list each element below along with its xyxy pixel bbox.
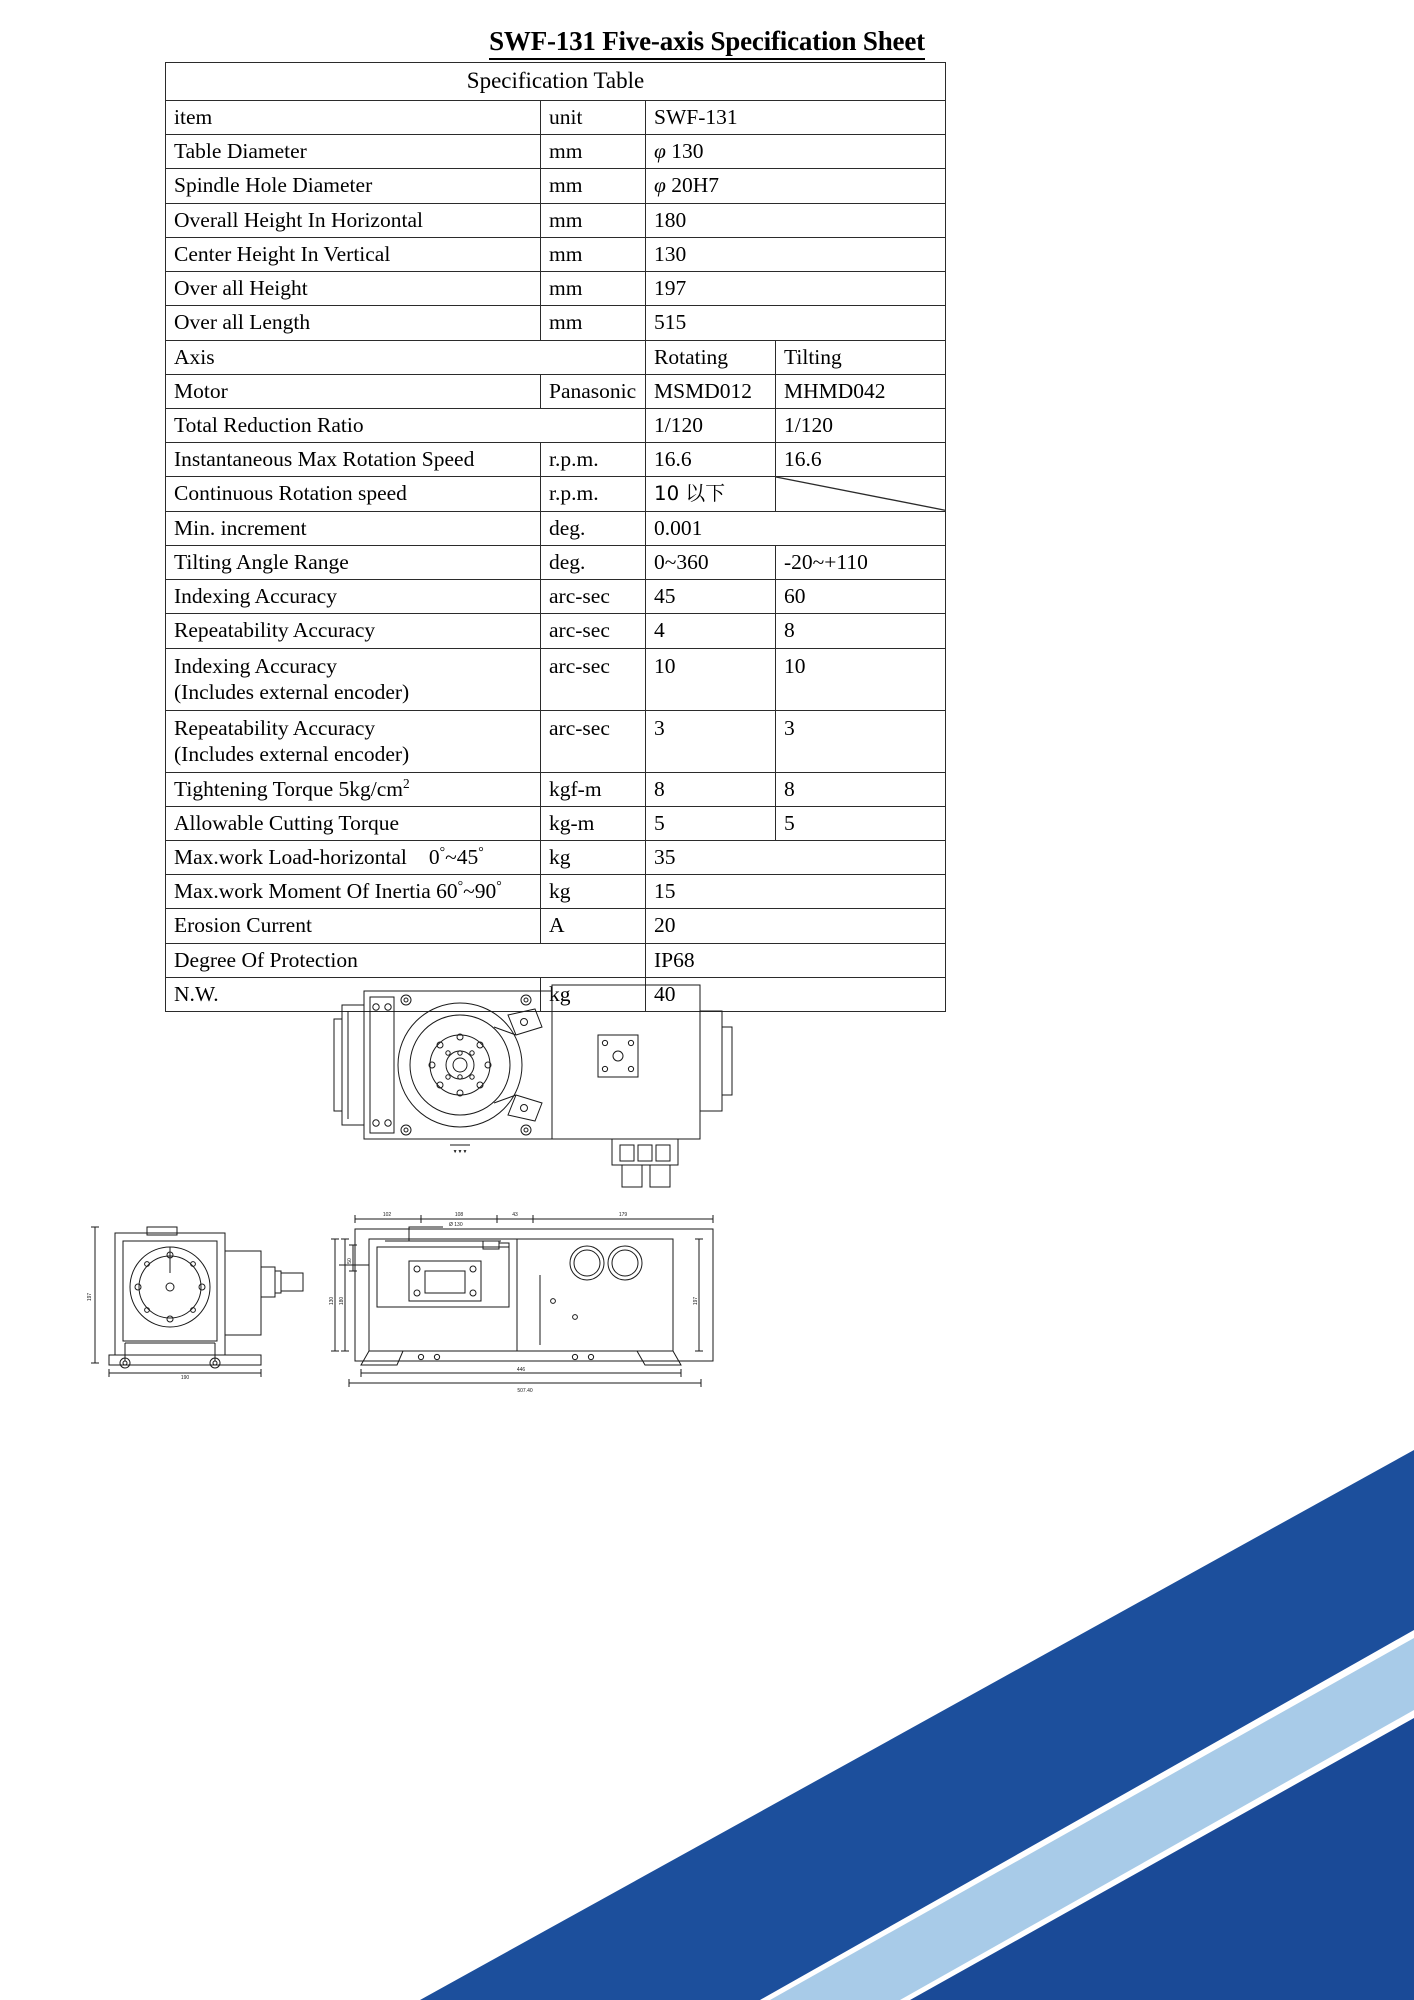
table-row — [166, 943, 946, 977]
row-label-spindle-hole-diameter: Spindle Hole Diameter — [166, 169, 541, 203]
row-label-line2: (Includes external encoder) — [174, 679, 410, 704]
table-row — [166, 772, 946, 806]
row-value-allowable-cutting-torque-rotating: 5 — [646, 806, 776, 840]
row-value-motor-brand: Panasonic — [541, 374, 646, 408]
row-label-line2: (Includes external encoder) — [174, 741, 410, 766]
degree-symbol: ° — [439, 843, 446, 859]
row-unit-over-all-length: mm — [541, 306, 646, 340]
row-unit-indexing-accuracy: arc-sec — [541, 580, 646, 614]
row-value-text: 130 — [671, 139, 704, 164]
table-row-axis-header — [166, 340, 946, 374]
row-value-total-reduction-ratio-rotating: 1/120 — [646, 409, 776, 443]
column-header-model: SWF-131 — [646, 101, 946, 135]
table-row-header-main — [166, 63, 946, 101]
row-value-max-work-load-horizontal: 35 — [646, 840, 946, 874]
row-value-over-all-length: 515 — [646, 306, 946, 340]
row-unit-tightening-torque: kgf-m — [541, 772, 646, 806]
row-label-nw: N.W. — [166, 977, 541, 1011]
side-view-height-dim: 197 — [87, 1292, 93, 1302]
row-value-tilting-angle-range-tilting: -20~+110 — [776, 545, 946, 579]
table-row — [166, 545, 946, 579]
table-row — [166, 511, 946, 545]
diagonal-strike-icon — [776, 477, 945, 510]
row-label-erosion-current: Erosion Current — [166, 909, 541, 943]
row-unit-nw: kg — [541, 977, 646, 1011]
front-view-dim-bottom-1: 446 — [516, 1367, 526, 1373]
degree-symbol: ° — [496, 878, 502, 894]
row-label-line1: Indexing Accuracy — [174, 653, 337, 678]
row-label-tilting-angle-range: Tilting Angle Range — [166, 545, 541, 579]
front-view-dim-top-1: 102 — [382, 1212, 392, 1218]
column-header-rotating: Rotating — [646, 340, 776, 374]
row-value-total-reduction-ratio-tilting: 1/120 — [776, 409, 946, 443]
table-row — [166, 840, 946, 874]
table-row — [166, 648, 946, 710]
row-unit-max-work-load-horizontal: kg — [541, 840, 646, 874]
degree-symbol: ° — [457, 878, 464, 894]
row-value-over-all-height: 197 — [646, 272, 946, 306]
row-label-total-reduction-ratio: Total Reduction Ratio — [166, 409, 646, 443]
row-label-allowable-cutting-torque: Allowable Cutting Torque — [166, 806, 541, 840]
superscript-exponent: 2 — [403, 775, 410, 791]
column-header-item: item — [166, 101, 541, 135]
table-row — [166, 614, 946, 648]
row-value-repeatability-accuracy-tilting: 8 — [776, 614, 946, 648]
row-unit-repeatability-accuracy: arc-sec — [541, 614, 646, 648]
row-value-indexing-accuracy-rotating: 45 — [646, 580, 776, 614]
row-label-text: Max.work Load-horizontal — [174, 844, 407, 869]
row-value-tilting-angle-range-rotating: 0~360 — [646, 545, 776, 579]
row-value-erosion-current: 20 — [646, 909, 946, 943]
row-value-indexing-accuracy-tilting: 60 — [776, 580, 946, 614]
specification-table — [165, 62, 946, 1012]
row-label-continuous-rotation-speed: Continuous Rotation speed — [166, 477, 541, 511]
row-value-repeatability-accuracy-encoder-tilting: 3 — [776, 710, 946, 772]
front-view-dim-bottom-2: 507.40 — [517, 1388, 533, 1394]
table-row — [166, 409, 946, 443]
table-row — [166, 135, 946, 169]
row-value-nw: 40 — [646, 977, 946, 1011]
side-view-width-dim: 190 — [180, 1375, 190, 1381]
row-value-center-height-vertical: 130 — [646, 237, 946, 271]
row-label-indexing-accuracy: Indexing Accuracy — [166, 580, 541, 614]
row-label-table-diameter: Table Diameter — [166, 135, 541, 169]
angle-to: 45 — [456, 844, 479, 869]
row-value-min-increment: 0.001 — [646, 511, 946, 545]
row-unit-center-height-vertical: mm — [541, 237, 646, 271]
row-unit-erosion-current: A — [541, 909, 646, 943]
table-row — [166, 875, 946, 909]
row-value-instantaneous-max-rotation-speed-rotating: 16.6 — [646, 443, 776, 477]
row-label-repeatability-accuracy: Repeatability Accuracy — [166, 614, 541, 648]
row-unit-overall-height-horizontal: mm — [541, 203, 646, 237]
row-unit-continuous-rotation-speed: r.p.m. — [541, 477, 646, 511]
degree-symbol: ° — [478, 843, 484, 859]
front-view-dim-top-3: 43 — [512, 1212, 518, 1218]
front-view-dim-top-2: 108 — [454, 1212, 464, 1218]
row-label-max-work-load-horizontal: Max.work Load-horizontal 0°~45° — [166, 840, 541, 874]
row-label-over-all-length: Over all Length — [166, 306, 541, 340]
row-label-center-height-vertical: Center Height In Vertical — [166, 237, 541, 271]
table-row — [166, 169, 946, 203]
front-view-table-diameter-dim: Ø 130 — [449, 1222, 463, 1228]
row-value-repeatability-accuracy-rotating: 4 — [646, 614, 776, 648]
row-value-text: 20H7 — [671, 173, 720, 198]
row-value-continuous-rotation-speed-tilting-struck — [776, 477, 946, 511]
front-view-dim-left-2: 180 — [339, 1296, 345, 1306]
table-row — [166, 806, 946, 840]
row-label-over-all-height: Over all Height — [166, 272, 541, 306]
row-label-motor: Motor — [166, 374, 541, 408]
table-row — [166, 477, 946, 511]
row-unit-tilting-angle-range: deg. — [541, 545, 646, 579]
row-label-indexing-accuracy-encoder — [166, 648, 541, 710]
side-view-assembly-drawing — [85, 1215, 310, 1380]
table-row — [166, 710, 946, 772]
row-label-text: Tightening Torque 5kg/cm — [174, 776, 404, 801]
row-label-overall-height-horizontal: Overall Height In Horizontal — [166, 203, 541, 237]
row-value-degree-of-protection: IP68 — [646, 943, 946, 977]
row-unit-over-all-height: mm — [541, 272, 646, 306]
angle-from: 60 — [436, 879, 458, 904]
row-label-instantaneous-max-rotation-speed: Instantaneous Max Rotation Speed — [166, 443, 541, 477]
top-view-assembly-drawing — [330, 975, 760, 1185]
row-unit-indexing-accuracy-encoder: arc-sec — [541, 648, 646, 710]
column-header-unit: unit — [541, 101, 646, 135]
row-unit-max-work-moment-of-inertia: kg — [541, 875, 646, 909]
page-title: SWF-131 Five-axis Specification Sheet — [489, 26, 925, 60]
row-unit-allowable-cutting-torque: kg-m — [541, 806, 646, 840]
row-value-allowable-cutting-torque-tilting: 5 — [776, 806, 946, 840]
row-value-tightening-torque-rotating: 8 — [646, 772, 776, 806]
row-label-tightening-torque — [166, 772, 541, 806]
angle-to: 90 — [474, 879, 497, 904]
row-value-tightening-torque-tilting: 8 — [776, 772, 946, 806]
row-unit-spindle-hole-diameter: mm — [541, 169, 646, 203]
front-view-dim-right-1: 197 — [693, 1296, 699, 1306]
row-value-table-diameter — [646, 135, 946, 169]
table-row — [166, 443, 946, 477]
row-value-max-work-moment-of-inertia: 15 — [646, 875, 946, 909]
page-title-container — [0, 26, 1414, 60]
row-value-overall-height-horizontal: 180 — [646, 203, 946, 237]
table-row — [166, 580, 946, 614]
table-row — [166, 306, 946, 340]
table-row-motor — [166, 374, 946, 408]
front-view-dim-top-4: 179 — [618, 1212, 628, 1218]
phi-symbol: φ — [654, 173, 666, 198]
row-label-degree-of-protection: Degree Of Protection — [166, 943, 646, 977]
decorative-ribbon — [0, 1380, 1414, 2000]
front-view-dim-left-1: 50 — [347, 1258, 353, 1264]
row-value-indexing-accuracy-encoder-rotating: 10 — [646, 648, 776, 710]
top-view-center-mark: ▼▼▼ — [452, 1149, 468, 1155]
row-label-line1: Repeatability Accuracy — [174, 715, 376, 740]
column-header-tilting: Tilting — [776, 340, 946, 374]
row-label-axis: Axis — [166, 340, 646, 374]
row-label-repeatability-accuracy-encoder — [166, 710, 541, 772]
row-value-motor-tilting: MHMD042 — [776, 374, 946, 408]
front-view-dim-left-3: 130 — [329, 1296, 335, 1306]
table-row — [166, 203, 946, 237]
row-unit-min-increment: deg. — [541, 511, 646, 545]
table-row — [166, 909, 946, 943]
table-row-column-headers — [166, 101, 946, 135]
row-value-instantaneous-max-rotation-speed-tilting: 16.6 — [776, 443, 946, 477]
row-value-continuous-rotation-speed-rotating: 10 以下 — [646, 477, 776, 511]
table-row — [166, 272, 946, 306]
row-label-max-work-moment-of-inertia: Max.work Moment Of Inertia 60°~90° — [166, 875, 541, 909]
row-unit-instantaneous-max-rotation-speed: r.p.m. — [541, 443, 646, 477]
row-label-min-increment: Min. increment — [166, 511, 541, 545]
phi-symbol: φ — [654, 139, 666, 164]
row-value-motor-rotating: MSMD012 — [646, 374, 776, 408]
table-row — [166, 237, 946, 271]
row-value-indexing-accuracy-encoder-tilting: 10 — [776, 648, 946, 710]
row-unit-table-diameter: mm — [541, 135, 646, 169]
row-label-text: Max.work Moment Of Inertia — [174, 879, 431, 904]
row-value-spindle-hole-diameter — [646, 169, 946, 203]
row-unit-repeatability-accuracy-encoder: arc-sec — [541, 710, 646, 772]
row-value-repeatability-accuracy-encoder-rotating: 3 — [646, 710, 776, 772]
front-view-assembly-drawing — [325, 1205, 725, 1394]
spec-table-heading: Specification Table — [166, 63, 946, 101]
angle-from: 0 — [428, 844, 440, 869]
